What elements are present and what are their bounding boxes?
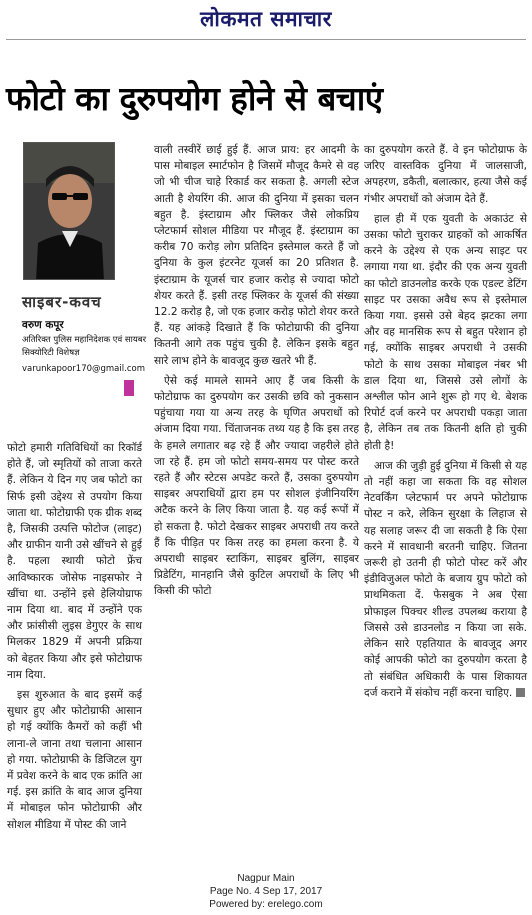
paragraph: इस शुरुआत के बाद इसमें कई सुधार हुए और फोटोग्राफी आसान हो गई क्योंकि कैमरों को कहीं भी लाना-ले जाना तथा चलाना आसान हो गया. फोटोग्राफी के डिजिटल युग में प्रवेश करने के बाद एक क्रांति आ गई. इस क्रांति के बाद आज दुनिया में मोबाइल फोन फोटोग्राफी और सोशल मीडिया में पोस्ट की जाने: [7, 689, 142, 831]
article-headline: फोटो का दुरुपयोग होने से बचाएं: [6, 79, 383, 118]
article-column-1: [7, 440, 142, 837]
author-photo: [23, 142, 115, 280]
article-column-3: [364, 142, 527, 705]
page-number-date: Page No. 4 Sep 17, 2017: [209, 886, 323, 897]
paragraph: का दुरुपयोग करते हैं. वे इन फोटोग्राफ के जरिए वास्तविक दुनिया में जालसाजी, अपहरण, डकैती, बलात्कार, हत्या जैसे कई गंभीर अपराधों को अंजाम देते हैं.: [364, 144, 527, 205]
edition-name: Nagpur Main: [237, 873, 295, 884]
masthead: [0, 0, 532, 42]
paragraph: फोटो हमारी गतिविधियों का रिकॉर्ड होते हैं, जो स्मृतियों को ताजा करते हैं. लेकिन ये दिन गए जब फोटो का सिर्फ इसी उद्देश्य से उपयोग किया जाता था. फोटोग्राफी एक ग्रीक शब्द है, जिसकी उत्पत्ति फोटोज (लाइट) और ग्राफीन यानी उसे खींचने से हुई है. पहला स्थायी फोटो फ्रेंच आविष्कारक जोसेफ नाइसफोर ने खींचा था. उन्होंने इसे हेलियोग्राफ नाम दिया था. बाद में उन्होंने एक और फ्रांसीसी लुइस डेगुएर के साथ मिलकर 1829 में अपनी प्रक्रिया को बेहतर किया और इसे फोटोग्राफ नाम दिया.: [7, 442, 142, 681]
masthead-divider: [6, 39, 526, 40]
paragraph: वाली तस्वीरें छाई हुई हैं. आज प्राय: हर आदमी के पास मोबाइल स्मार्टफोन है जिसमें मौजूद कैमरे से वह जो भी चीज चाहे रिकार्ड कर सकता है. अगली स्टेज आती है शेयरिंग की. आज की दुनिया में इसका चलन बहुत है. इंस्टाग्राम और फ्लिकर जैसे लोकप्रिय प्लेटफार्म सोशल मीडिया पर मौजूद हैं. इंस्टाग्राम का करीब 70 करोड़ लोग प्रतिदिन इस्तेमाल करते हैं जो दुनिया के कुल इंटरनेट यूजर्स का 20 प्रतिशत है. इंस्टाग्राम के यूजर्स चार हजार करोड़ से ज्यादा फोटो शेयर करते हैं. इसी तरह फ्लिकर के यूजर्स की संख्या 12.2 करोड़ है, जो एक हजार करोड़ फोटो शेयर करते हैं. यह आंकड़े दिखाते हैं कि फोटोग्राफी की दुनिया कितनी आगे तक पहुंच चुकी है. लेकिन इसके बहुत सारे लाभ होने के बावजूद कुछ खतरे भी हैं.: [154, 144, 359, 367]
column-title: साइबर-कवच: [22, 293, 102, 311]
closing-paragraph-text: आज की जुड़ी हुई दुनिया में किसी से यह तो नहीं कहा जा सकता कि वह सोशल नेटवर्किंग प्लेटफार्म पर अपने फोटोग्राफ पोस्ट न करे, लेकिन सुरक्षा के लिहाज से यह सलाह जरूर दी जा सकती है कि ऐसा करने में सावधानी बरतनी चाहिए. जितना जरूरी हो उतनी ही फोटो पोस्ट करें और इंडीविजुअल फोटो के बजाय ग्रुप फोटो को प्राथमिकता दें. फेसबुक ने अब ऐसा प्रोफाइल पिक्चर शील्ड उपलब्ध कराया है जिससे उसे डाउनलोड न किया जा सके. लेकिन सारे एहतियात के बावजूद अगर कोई आपकी फोटो का दुरुपयोग करता है तो संबंधित अधिकारी के पास शिकायत दर्ज कराने में संकोच नहीं करना चाहिए.: [364, 459, 527, 699]
paragraph: ऐसे कई मामले सामने आए हैं जब किसी के फोटोग्राफ का दुरुपयोग कर उसकी छवि को नुकसान पहुंचाया गया या अन्य तरह के घृणित अपराधों को अंजाम दिया गया. चिंताजनक तथ्य यह है कि इस तरह के हमले लगातार बढ़ रहे हैं और ज्यादा जहरीले होते जा रहे हैं. हम जो फोटो समय-समय पर पोस्ट करते रहते हैं और स्टेटस अपडेट करते हैं, उसका दुरुपयोग साइबर अपराधियों द्वारा हम पर सोशल इंजीनियरिंग अटैक करने के लिए किया जाता है. यह कई रूपों में हो सकता है. फोटो देखकर साइबर अपराधी तय करते हैं कि पीड़ित पर किस तरह का हमला करना है. ये अपराधी साइबर स्टाकिंग, साइबर बुलिंग, साइबर प्रिडेटिंग, मानहानि जैसे कुटिल अपराधों के लिए भी किसी की फोटो: [154, 374, 359, 598]
newspaper-logo: लोकमत समाचार: [200, 6, 332, 31]
author-designation: अतिरिक्त पुलिस महानिदेशक एवं सायबर सिक्योरिटी विशेषज्ञ: [22, 335, 147, 358]
paragraph: हाल ही में एक युवती के अकाउंट से उसका फोटो चुराकर ग्राहकों को आकर्षित करने के उद्देश्य से एक अन्य साइट पर लगाया गया था. इंदौर की एक अन्य युवती का फोटो डाउनलोड करके एक एडल्ट डेटिंग साइट पर उसका अवैध रूप से इस्तेमाल किया गया. इससे उसे बेहद झटका लगा और वह मानसिक रूप से बहुत परेशान हो गई, क्योंकि साइबर अपराधी ने उसकी फोटो के साथ उसका मोबाइल नंबर भी डाल दिया था, जिससे उसे लोगों के अश्लील फोन आने शुरू हो गए थे. बेशक रिपोर्ट दर्ज करने पर अपराधी पकड़ा जाता है, लेकिन तब तक कितनी क्षति हो चुकी होती है!: [364, 212, 527, 452]
paragraph: [364, 458, 527, 701]
end-of-article-icon: [516, 688, 525, 697]
author-email[interactable]: varunkapoor170@gmail.com: [22, 364, 145, 374]
author-name: वरुण कपूर: [22, 319, 64, 331]
article-column-2: [154, 142, 359, 604]
page-footer: [0, 872, 532, 911]
powered-by[interactable]: Powered by: erelego.com: [209, 899, 323, 910]
accent-bar: [124, 380, 134, 396]
